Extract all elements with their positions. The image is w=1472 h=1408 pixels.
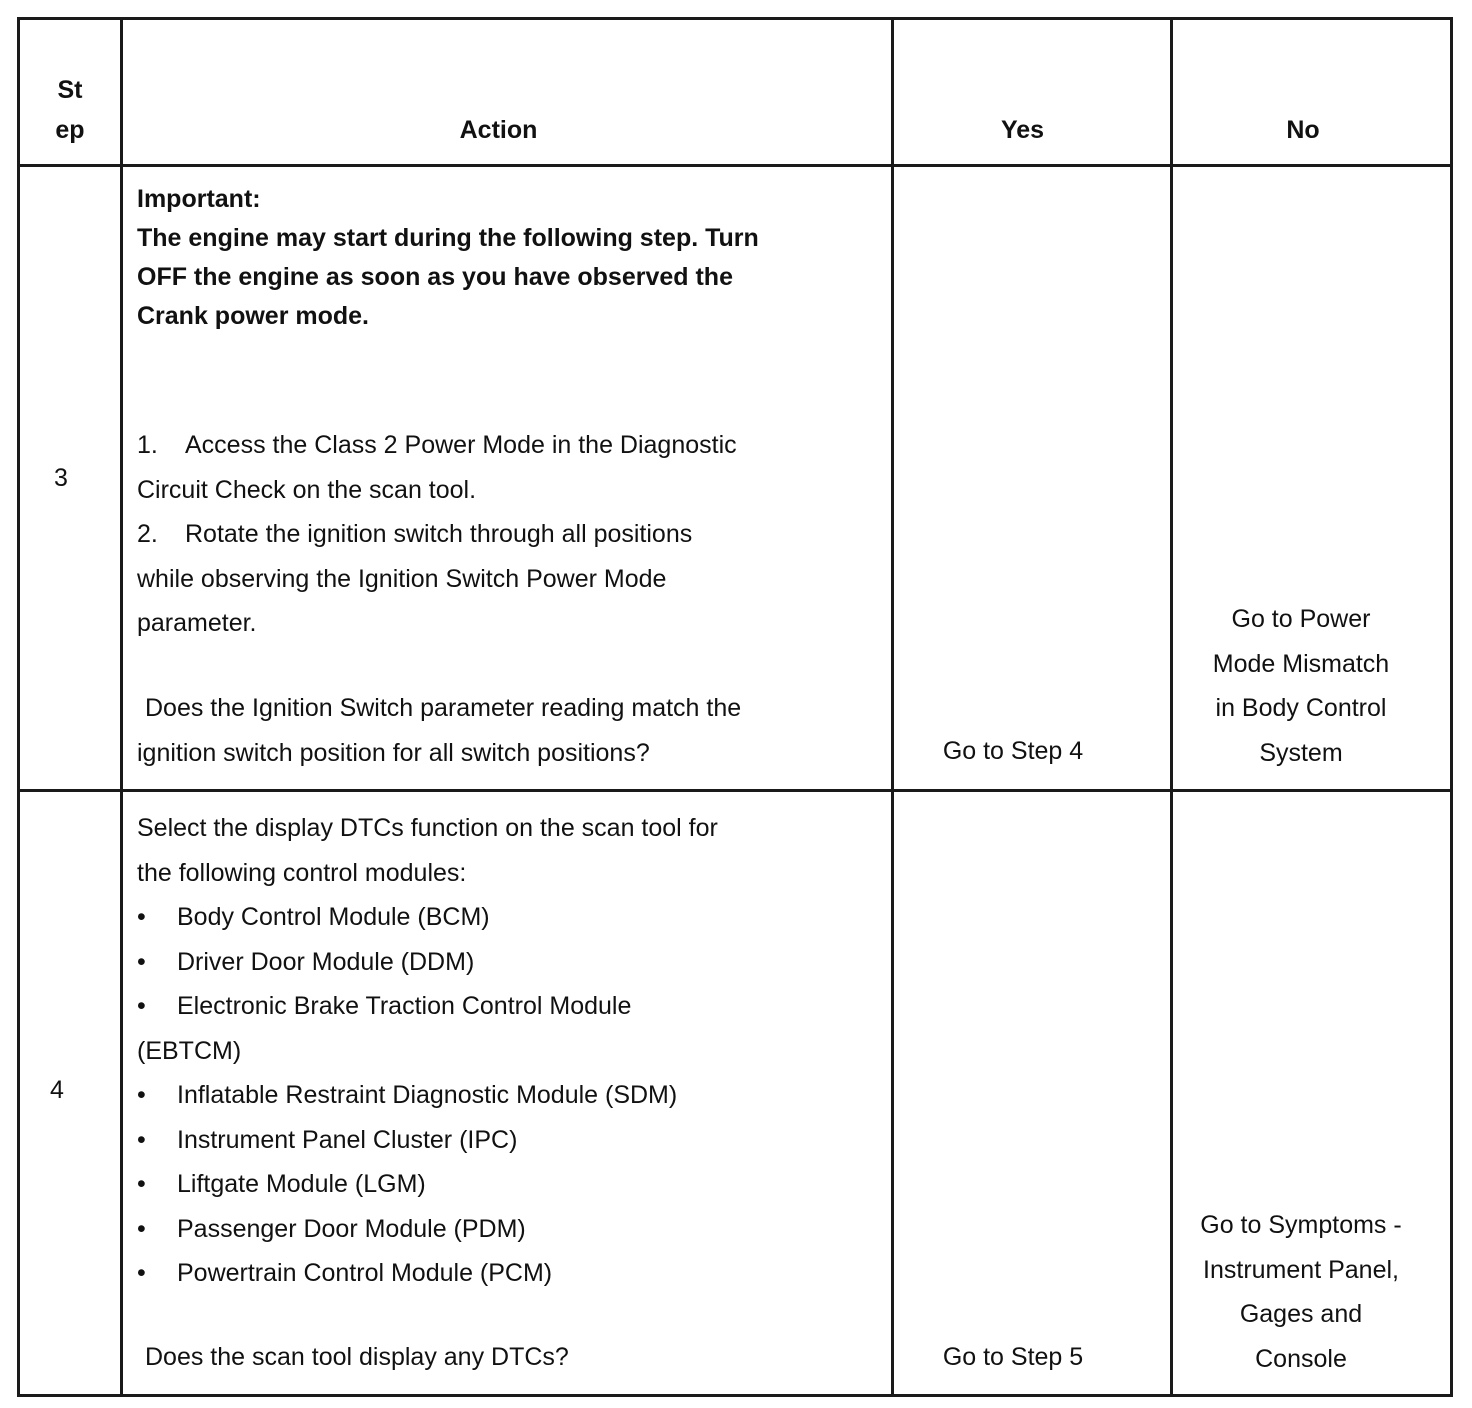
header-action: Action: [459, 116, 538, 144]
list-item: • Inflatable Restraint Diagnostic Module (SDM): [137, 1081, 678, 1109]
row-divider: [20, 164, 1450, 167]
step-number: 4: [50, 1076, 64, 1104]
no-action: Go to Symptoms - Instrument Panel, Gages and Console: [1200, 1211, 1402, 1373]
procedure-steps: 1. Access the Class 2 Power Mode in the Diagnostic Circuit Check on the scan tool. 2. Rotate the ignition switch through all positions while observing the Ignition Switch Power Mode parameter.: [137, 423, 737, 646]
list-item: 2. Rotate the ignition switch through all positions: [137, 520, 693, 548]
list-item: • Electronic Brake Traction Control Module: [137, 992, 632, 1020]
list-item: • Powertrain Control Module (PCM): [137, 1259, 553, 1287]
column-divider: [891, 20, 894, 1394]
important-note: Important: The engine may start during the following step. Turn OFF the engine as soon as you have observed the Crank power mode.: [137, 180, 759, 336]
row-divider: [20, 789, 1450, 792]
no-action: Go to Power Mode Mismatch in Body Control System: [1212, 605, 1390, 767]
yes-action: Go to Step 5: [942, 1343, 1084, 1371]
column-divider: [120, 20, 123, 1394]
header-no: No: [1286, 116, 1320, 144]
list-item: 1. Access the Class 2 Power Mode in the Diagnostic: [137, 431, 737, 459]
step-number: 3: [54, 464, 68, 492]
module-list: Select the display DTCs function on the scan tool for the following control modules: • Body Control Module (BCM) • Driver Door Module (DDM) • Electronic Brake Traction Control Module (EBTCM) • Inflatable Restraint Diagnostic Module (SDM) • Instrument Panel Cluster (IPC) • Liftgate Module (LGM) • Passenger Door Module (PDM) • Powertrain Control Module (PCM): [137, 806, 718, 1296]
list-item: • Instrument Panel Cluster (IPC): [137, 1125, 518, 1154]
important-label: Important:: [137, 185, 261, 213]
header-step: St ep: [55, 76, 85, 144]
list-item: • Passenger Door Module (PDM): [137, 1214, 526, 1243]
step-question: Does the scan tool display any DTCs?: [145, 1343, 569, 1371]
yes-action: Go to Step 4: [942, 737, 1084, 765]
list-item: • Liftgate Module (LGM): [137, 1170, 426, 1198]
list-item: • Driver Door Module (DDM): [137, 947, 475, 976]
step-question: Does the Ignition Switch parameter reading match the ignition switch position for all switch positions?: [137, 694, 742, 767]
list-item: • Body Control Module (BCM): [137, 903, 490, 931]
header-yes: Yes: [1000, 116, 1045, 144]
